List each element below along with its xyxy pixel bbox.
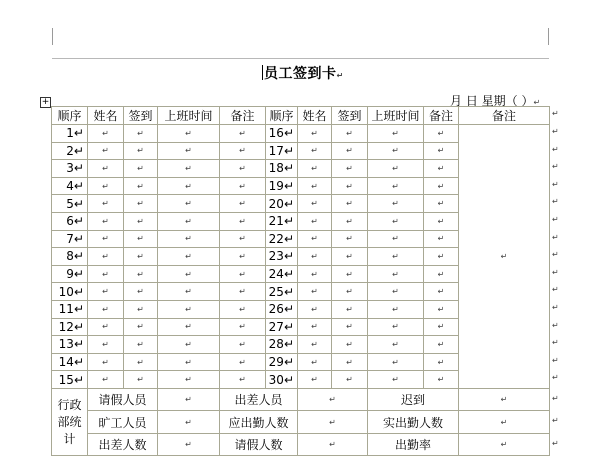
end-of-row-mark: ↵: [552, 109, 559, 118]
entry-cell[interactable]: ↵: [424, 248, 459, 266]
entry-cell[interactable]: ↵: [298, 142, 332, 160]
entry-cell[interactable]: ↵: [220, 142, 266, 160]
entry-cell[interactable]: ↵: [88, 283, 124, 301]
column-header[interactable]: 备注: [459, 107, 550, 125]
entry-cell[interactable]: ↵: [124, 142, 158, 160]
entry-cell[interactable]: ↵: [220, 353, 266, 371]
entry-cell[interactable]: ↵: [88, 248, 124, 266]
row-number-cell[interactable]: 18↵: [266, 160, 298, 178]
footer-label-cell[interactable]: 请假人数: [220, 433, 298, 456]
entry-cell[interactable]: ↵: [88, 160, 124, 178]
entry-cell[interactable]: ↵: [124, 336, 158, 354]
entry-cell[interactable]: ↵: [424, 125, 459, 143]
entry-cell[interactable]: ↵: [124, 177, 158, 195]
entry-cell[interactable]: ↵: [220, 336, 266, 354]
row-number-cell[interactable]: 16↵: [266, 125, 298, 143]
entry-cell[interactable]: ↵: [368, 177, 424, 195]
entry-cell[interactable]: ↵: [368, 230, 424, 248]
date-line-text: 月 日 星期（ ）: [450, 94, 534, 108]
end-of-row-mark: ↵: [552, 197, 559, 206]
column-header[interactable]: 顺序: [266, 107, 298, 125]
row-number-cell[interactable]: 26↵: [266, 300, 298, 318]
row-number-cell[interactable]: 22↵: [266, 230, 298, 248]
entry-cell[interactable]: ↵: [158, 248, 220, 266]
entry-cell[interactable]: ↵: [220, 283, 266, 301]
entry-cell[interactable]: ↵: [88, 212, 124, 230]
entry-cell[interactable]: ↵: [298, 230, 332, 248]
entry-cell[interactable]: ↵: [124, 125, 158, 143]
row-number-cell[interactable]: 28↵: [266, 336, 298, 354]
entry-cell[interactable]: ↵: [298, 300, 332, 318]
entry-cell[interactable]: ↵: [424, 212, 459, 230]
row-number-cell[interactable]: 25↵: [266, 283, 298, 301]
entry-cell[interactable]: ↵: [298, 371, 332, 389]
entry-cell[interactable]: ↵: [158, 371, 220, 389]
entry-cell[interactable]: ↵: [332, 142, 368, 160]
sign-in-table: [51, 106, 550, 456]
end-of-row-mark: ↵: [552, 285, 559, 294]
column-header[interactable]: 备注: [424, 107, 459, 125]
entry-cell[interactable]: ↵: [368, 300, 424, 318]
entry-cell[interactable]: ↵: [298, 265, 332, 283]
entry-cell[interactable]: ↵: [424, 142, 459, 160]
row-number-cell[interactable]: 8↵: [52, 248, 88, 266]
entry-cell[interactable]: ↵: [368, 318, 424, 336]
row-number-cell[interactable]: 23↵: [266, 248, 298, 266]
entry-cell[interactable]: ↵: [158, 142, 220, 160]
footer-value-cell[interactable]: ↵: [158, 388, 220, 411]
entry-cell[interactable]: ↵: [158, 125, 220, 143]
entry-cell[interactable]: ↵: [220, 230, 266, 248]
entry-cell[interactable]: ↵: [220, 160, 266, 178]
entry-cell[interactable]: ↵: [220, 248, 266, 266]
entry-cell[interactable]: ↵: [220, 177, 266, 195]
end-of-row-mark: ↵: [552, 438, 559, 448]
entry-cell[interactable]: ↵: [368, 371, 424, 389]
entry-cell[interactable]: ↵: [332, 265, 368, 283]
header-row: [52, 107, 550, 125]
entry-cell[interactable]: ↵: [424, 353, 459, 371]
entry-cell[interactable]: ↵: [88, 318, 124, 336]
entry-cell[interactable]: ↵: [298, 353, 332, 371]
entry-cell[interactable]: ↵: [220, 125, 266, 143]
end-of-row-mark: ↵: [552, 180, 559, 189]
entry-cell[interactable]: ↵: [332, 248, 368, 266]
document-title[interactable]: [262, 63, 344, 83]
entry-cell[interactable]: ↵: [220, 371, 266, 389]
header-rule: [52, 58, 549, 59]
row-number-cell[interactable]: 21↵: [266, 212, 298, 230]
end-of-row-mark: ↵: [552, 303, 559, 312]
footer-value-cell[interactable]: ↵: [459, 411, 550, 434]
entry-cell[interactable]: ↵: [332, 283, 368, 301]
title-text: 员工签到卡: [264, 66, 337, 82]
entry-cell[interactable]: ↵: [298, 125, 332, 143]
column-header[interactable]: 姓名: [298, 107, 332, 125]
row-number-cell[interactable]: 15↵: [52, 371, 88, 389]
entry-cell[interactable]: ↵: [220, 195, 266, 213]
footer-row: [52, 411, 550, 434]
row-number-cell[interactable]: 20↵: [266, 195, 298, 213]
end-of-row-mark: ↵: [552, 373, 559, 382]
row-number-cell[interactable]: 11↵: [52, 300, 88, 318]
row-number-cell[interactable]: 5↵: [52, 195, 88, 213]
entry-cell[interactable]: ↵: [424, 230, 459, 248]
row-number-cell[interactable]: 6↵: [52, 212, 88, 230]
entry-cell[interactable]: ↵: [124, 230, 158, 248]
entry-cell[interactable]: ↵: [88, 265, 124, 283]
entry-cell[interactable]: ↵: [124, 371, 158, 389]
entry-cell[interactable]: ↵: [124, 265, 158, 283]
entry-cell[interactable]: ↵: [424, 265, 459, 283]
entry-cell[interactable]: ↵: [368, 353, 424, 371]
row-number-cell[interactable]: 19↵: [266, 177, 298, 195]
row-number-cell[interactable]: 2↵: [52, 142, 88, 160]
footer-value-cell[interactable]: ↵: [298, 388, 368, 411]
entry-cell[interactable]: ↵: [424, 300, 459, 318]
section-label-cell[interactable]: 行政部统计: [52, 388, 88, 456]
footer-value-cell[interactable]: ↵: [298, 433, 368, 456]
entry-cell[interactable]: ↵: [220, 212, 266, 230]
entry-cell[interactable]: ↵: [368, 142, 424, 160]
entry-cell[interactable]: ↵: [124, 318, 158, 336]
entry-cell[interactable]: ↵: [424, 318, 459, 336]
row-number-cell[interactable]: 7↵: [52, 230, 88, 248]
row-number-cell[interactable]: 14↵: [52, 353, 88, 371]
entry-cell[interactable]: ↵: [424, 177, 459, 195]
entry-cell[interactable]: ↵: [158, 160, 220, 178]
entry-cell[interactable]: ↵: [368, 125, 424, 143]
entry-cell[interactable]: ↵: [124, 160, 158, 178]
column-header[interactable]: 上班时间: [158, 107, 220, 125]
column-header[interactable]: 签到: [332, 107, 368, 125]
footer-label-cell[interactable]: 请假人员: [88, 388, 158, 411]
entry-cell[interactable]: ↵: [332, 230, 368, 248]
end-of-row-mark: ↵: [552, 162, 559, 171]
footer-row: [52, 388, 550, 411]
entry-cell[interactable]: ↵: [424, 160, 459, 178]
entry-cell[interactable]: ↵: [298, 318, 332, 336]
end-of-row-mark: ↵: [552, 233, 559, 242]
entry-cell[interactable]: ↵: [158, 177, 220, 195]
row-number-cell[interactable]: 9↵: [52, 265, 88, 283]
entry-cell[interactable]: ↵: [158, 230, 220, 248]
entry-cell[interactable]: ↵: [88, 230, 124, 248]
row-number-cell[interactable]: 3↵: [52, 160, 88, 178]
crop-mark-left: [52, 28, 53, 45]
entry-cell[interactable]: ↵: [158, 265, 220, 283]
entry-cell[interactable]: ↵: [158, 353, 220, 371]
entry-cell[interactable]: ↵: [220, 265, 266, 283]
entry-cell[interactable]: ↵: [124, 248, 158, 266]
entry-cell[interactable]: ↵: [332, 371, 368, 389]
footer-label-cell[interactable]: 出差人员: [220, 388, 298, 411]
footer-value-cell[interactable]: ↵: [459, 433, 550, 456]
end-of-row-mark: ↵: [552, 356, 559, 365]
entry-cell[interactable]: ↵: [368, 265, 424, 283]
entry-cell[interactable]: ↵: [332, 160, 368, 178]
end-of-row-mark: ↵: [552, 393, 559, 403]
table-move-handle-icon[interactable]: +: [41, 97, 50, 107]
entry-cell[interactable]: ↵: [298, 177, 332, 195]
row-number-cell[interactable]: 13↵: [52, 336, 88, 354]
entry-cell[interactable]: ↵: [158, 283, 220, 301]
entry-cell[interactable]: ↵: [332, 353, 368, 371]
entry-cell[interactable]: ↵: [88, 353, 124, 371]
row-number-cell[interactable]: 29↵: [266, 353, 298, 371]
crop-mark-right: [548, 28, 549, 45]
footer-row: [52, 433, 550, 456]
end-of-row-mark: ↵: [552, 145, 559, 154]
entry-cell[interactable]: ↵: [124, 300, 158, 318]
paragraph-mark: ↵: [336, 71, 344, 80]
entry-cell[interactable]: ↵: [124, 283, 158, 301]
entry-cell[interactable]: ↵: [368, 283, 424, 301]
entry-cell[interactable]: ↵: [158, 300, 220, 318]
footer-label-cell[interactable]: 实出勤人数: [368, 411, 459, 434]
entry-cell[interactable]: ↵: [158, 336, 220, 354]
entry-cell[interactable]: ↵: [332, 195, 368, 213]
entry-cell[interactable]: ↵: [424, 371, 459, 389]
footer-label-cell[interactable]: 旷工人员: [88, 411, 158, 434]
entry-cell[interactable]: ↵: [368, 336, 424, 354]
table-row: [52, 125, 550, 143]
entry-cell[interactable]: ↵: [158, 195, 220, 213]
footer-value-cell[interactable]: ↵: [459, 388, 550, 411]
entry-cell[interactable]: ↵: [332, 318, 368, 336]
column-header[interactable]: 备注: [220, 107, 266, 125]
entry-cell[interactable]: ↵: [332, 300, 368, 318]
footer-value-cell[interactable]: ↵: [298, 411, 368, 434]
entry-cell[interactable]: ↵: [298, 195, 332, 213]
entry-cell[interactable]: ↵: [88, 142, 124, 160]
entry-cell[interactable]: ↵: [298, 336, 332, 354]
row-number-cell[interactable]: 10↵: [52, 283, 88, 301]
entry-cell[interactable]: ↵: [298, 248, 332, 266]
entry-cell[interactable]: ↵: [124, 212, 158, 230]
entry-cell[interactable]: ↵: [220, 318, 266, 336]
entry-cell[interactable]: ↵: [424, 283, 459, 301]
end-of-row-mark: ↵: [552, 268, 559, 277]
entry-cell[interactable]: ↵: [88, 300, 124, 318]
end-of-row-mark: ↵: [552, 338, 559, 347]
footer-label-cell[interactable]: 出差人数: [88, 433, 158, 456]
footer-label-cell[interactable]: 迟到: [368, 388, 459, 411]
entry-cell[interactable]: ↵: [88, 336, 124, 354]
paragraph-mark: ↵: [533, 98, 541, 107]
entry-cell[interactable]: ↵: [424, 195, 459, 213]
text-cursor: [262, 65, 263, 80]
row-number-cell[interactable]: 12↵: [52, 318, 88, 336]
entry-cell[interactable]: ↵: [368, 248, 424, 266]
footer-label-cell[interactable]: 出勤率: [368, 433, 459, 456]
entry-cell[interactable]: ↵: [368, 212, 424, 230]
end-of-row-mark: ↵: [552, 215, 559, 224]
row-number-cell[interactable]: 24↵: [266, 265, 298, 283]
footer-value-cell[interactable]: ↵: [158, 411, 220, 434]
entry-cell[interactable]: ↵: [298, 212, 332, 230]
entry-cell[interactable]: ↵: [368, 160, 424, 178]
column-header[interactable]: 上班时间: [368, 107, 424, 125]
entry-cell[interactable]: ↵: [332, 177, 368, 195]
remarks-merged-cell[interactable]: ↵: [459, 125, 550, 389]
entry-cell[interactable]: ↵: [298, 160, 332, 178]
row-number-cell[interactable]: 17↵: [266, 142, 298, 160]
entry-cell[interactable]: ↵: [298, 283, 332, 301]
row-number-cell[interactable]: 27↵: [266, 318, 298, 336]
end-of-row-mark: ↵: [552, 127, 559, 136]
end-of-row-mark: ↵: [552, 321, 559, 330]
entry-cell[interactable]: ↵: [88, 177, 124, 195]
entry-cell[interactable]: ↵: [124, 353, 158, 371]
end-of-row-mark: ↵: [552, 250, 559, 259]
entry-cell[interactable]: ↵: [88, 195, 124, 213]
footer-label-cell[interactable]: 应出勤人数: [220, 411, 298, 434]
entry-cell[interactable]: ↵: [124, 195, 158, 213]
row-number-cell[interactable]: 30↵: [266, 371, 298, 389]
end-of-row-mark: ↵: [552, 415, 559, 425]
entry-cell[interactable]: ↵: [424, 336, 459, 354]
footer-value-cell[interactable]: ↵: [158, 433, 220, 456]
entry-cell[interactable]: ↵: [158, 212, 220, 230]
entry-cell[interactable]: ↵: [88, 371, 124, 389]
entry-cell[interactable]: ↵: [332, 212, 368, 230]
column-header[interactable]: 顺序: [52, 107, 88, 125]
entry-cell[interactable]: ↵: [88, 125, 124, 143]
row-number-cell[interactable]: 1↵: [52, 125, 88, 143]
entry-cell[interactable]: ↵: [220, 300, 266, 318]
entry-cell[interactable]: ↵: [332, 125, 368, 143]
column-header[interactable]: 姓名: [88, 107, 124, 125]
column-header[interactable]: 签到: [124, 107, 158, 125]
entry-cell[interactable]: ↵: [158, 318, 220, 336]
entry-cell[interactable]: ↵: [368, 195, 424, 213]
entry-cell[interactable]: ↵: [332, 336, 368, 354]
row-number-cell[interactable]: 4↵: [52, 177, 88, 195]
